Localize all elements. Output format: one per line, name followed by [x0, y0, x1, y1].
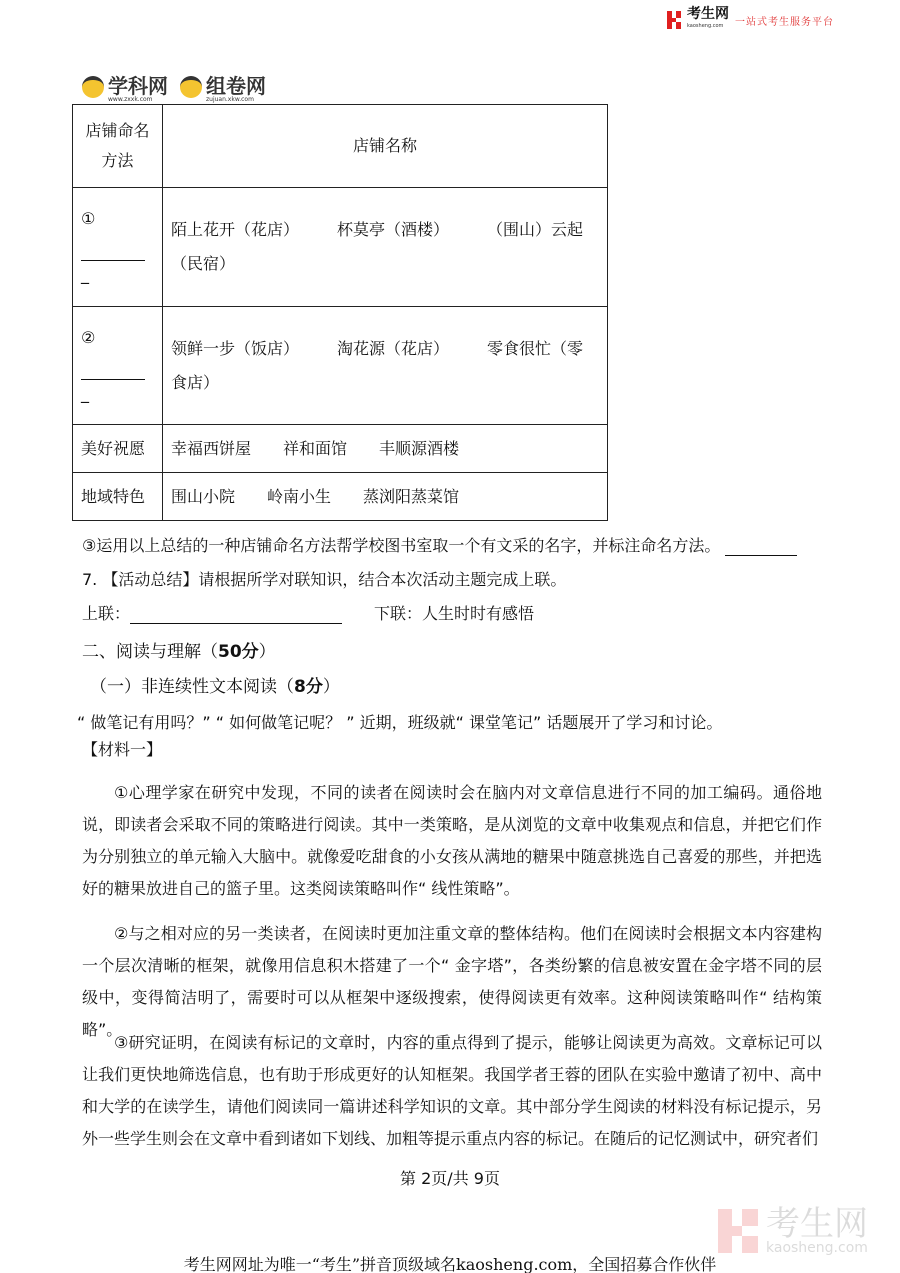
method-blank[interactable] — [81, 359, 145, 380]
table-row — [73, 425, 608, 473]
kaosheng-mark-icon — [667, 11, 681, 29]
table-row: ① _ 陌上花开（花店） 杯莫亭（酒楼） （围山）云起（民宿） — [73, 188, 608, 307]
question-number: 7. — [82, 570, 98, 589]
watermark-domain: kaosheng.com — [766, 1240, 868, 1256]
kaosheng-mark-icon — [718, 1209, 758, 1253]
question-7 — [82, 567, 566, 590]
owl-icon — [82, 76, 104, 98]
shop-name: 陌上花开（花店） — [171, 220, 300, 239]
brand-name: 考生网 — [687, 6, 729, 22]
kaosheng-logo[interactable] — [667, 8, 834, 32]
method-label: 美好祝愿 — [73, 425, 163, 473]
paragraph: ①心理学家在研究中发现，不同的读者在阅读时会在脑内对文章信息进行不同的加工编码。通俗地说，即读者会采取不同的策略进行阅读。其中一类策略，是从浏览的文章中收集观点和信息，并把它们作为分别独立的单元输入大脑中。就像爱吃甜食的小女孩从满地的糖果中随意挑选自己喜爱的那些，并把选好的糖果放进自己的篮子里。这类阅读策略叫作“ 线性策略”。 — [82, 783, 822, 898]
shop-name: （围山）云起（民宿） — [171, 220, 584, 273]
section-2-title — [82, 637, 276, 662]
material-label: 【材料一】 — [82, 740, 163, 759]
zxxk-logo — [82, 70, 168, 103]
shop-name: 零食很忙（零食店） — [171, 338, 584, 392]
paragraph: ③研究证明，在阅读有标记的文章时，内容的重点得到了提示，能够让阅读更为高效。文章标记可以让我们更快地筛选信息，也有助于形成更好的认知框架。我国学者王蓉的团队在实验中邀请了初中、高中和大学的在读学生，请他们阅读同一篇讲述科学知识的文章。其中部分学生阅读的材料没有标记提示，另外一些学生则会在文章中看到诸如下划线、加粗等提示重点内容的标记。在随后的记忆测试中，研究者们 — [82, 1033, 822, 1148]
shop-name: 淘花源（花店） — [337, 338, 450, 358]
shop-name: 岭南小生 — [267, 486, 332, 506]
zujuan-name: 组卷网 — [206, 74, 266, 98]
page-number: 第 2页/共 9页 — [400, 1169, 500, 1188]
shop-naming-table — [72, 104, 608, 521]
header-method: 店铺命名方法 — [73, 105, 163, 188]
shop-name: 祥和面馆 — [283, 438, 348, 458]
watermark-name: 考生网 — [766, 1204, 868, 1244]
table-row: ② _ 领鲜一步（饭店） 淘花源（花店） 零食很忙（零食店） — [73, 307, 608, 425]
header-names: 店铺名称 — [163, 105, 608, 188]
table-row — [73, 473, 608, 521]
kaosheng-watermark — [718, 1204, 868, 1256]
shop-name: 杯莫亭（酒楼） — [337, 220, 450, 239]
section-title: 二、阅读与理解（ — [82, 642, 218, 662]
zxxk-domain: www.zxxk.com — [108, 96, 153, 103]
couplet-line — [82, 601, 534, 624]
owl-icon — [180, 76, 202, 98]
section-close: ） — [258, 642, 276, 662]
upper-couplet-blank[interactable] — [130, 605, 342, 624]
zxxk-name: 学科网 — [108, 74, 168, 98]
section-2-1-title — [90, 672, 340, 697]
method-label: ② — [81, 327, 96, 347]
section-title: （一）非连续性文本阅读（ — [90, 677, 294, 697]
header-logos — [82, 70, 266, 103]
brand-slogan: 一站式考生服务平台 — [735, 16, 834, 28]
shop-name: 蒸浏阳蒸菜馆 — [363, 486, 460, 506]
method-label: ① — [81, 209, 96, 228]
shop-name: 幸福西饼屋 — [171, 438, 252, 458]
shop-name: 领鲜一步（饭店） — [171, 338, 300, 358]
question-3 — [82, 533, 797, 556]
question-text: 请根据所学对联知识，结合本次活动主题完成上联。 — [198, 570, 567, 589]
section-score: 8分 — [294, 677, 323, 697]
section-score: 50分 — [218, 642, 259, 662]
shop-name: 丰顺源酒楼 — [379, 438, 460, 458]
paragraph: ②与之相对应的另一类读者，在阅读时更加注重文章的整体结构。他们在阅读时会根据文本内容建构一个层次清晰的框架，就像用信息积木搭建了一个“ 金字塔”，各类纷繁的信息被安置在金字塔不同的层级中，变得简洁明了，需要时可以从框架中逐级搜索，使得阅读更有效率。这种阅读策略叫作“ 结构策略”。 — [82, 924, 822, 1039]
question-tag: 【活动总结】 — [102, 570, 199, 589]
upper-couplet-label: 上联： — [82, 604, 131, 623]
lower-couplet-label: 下联： — [374, 604, 423, 623]
brand-domain: kaosheng.com — [687, 23, 724, 29]
table-header-row — [73, 105, 608, 188]
method-label: 地域特色 — [73, 473, 163, 521]
bottom-note: 考生网网址为唯一“考生”拼音顶级域名kaosheng.com，全国招募合作伙伴 — [183, 1255, 717, 1273]
intro-text: “ 做笔记有用吗？” “ 如何做笔记呢？ ” 近期，班级就“ 课堂笔记” 话题展开了学习和讨论。 — [77, 713, 723, 732]
shop-name: 围山小院 — [171, 486, 236, 506]
question-3-text: ③运用以上总结的一种店铺命名方法帮学校图书室取一个有文采的名字，并标注命名方法。 — [82, 536, 721, 555]
answer-blank[interactable] — [725, 537, 797, 556]
section-close: ） — [322, 677, 340, 697]
zujuan-logo — [180, 70, 266, 103]
method-blank[interactable] — [81, 240, 145, 261]
lower-couplet-text: 人生时时有感悟 — [422, 604, 535, 623]
zujuan-domain: zujuan.xkw.com — [206, 96, 254, 103]
